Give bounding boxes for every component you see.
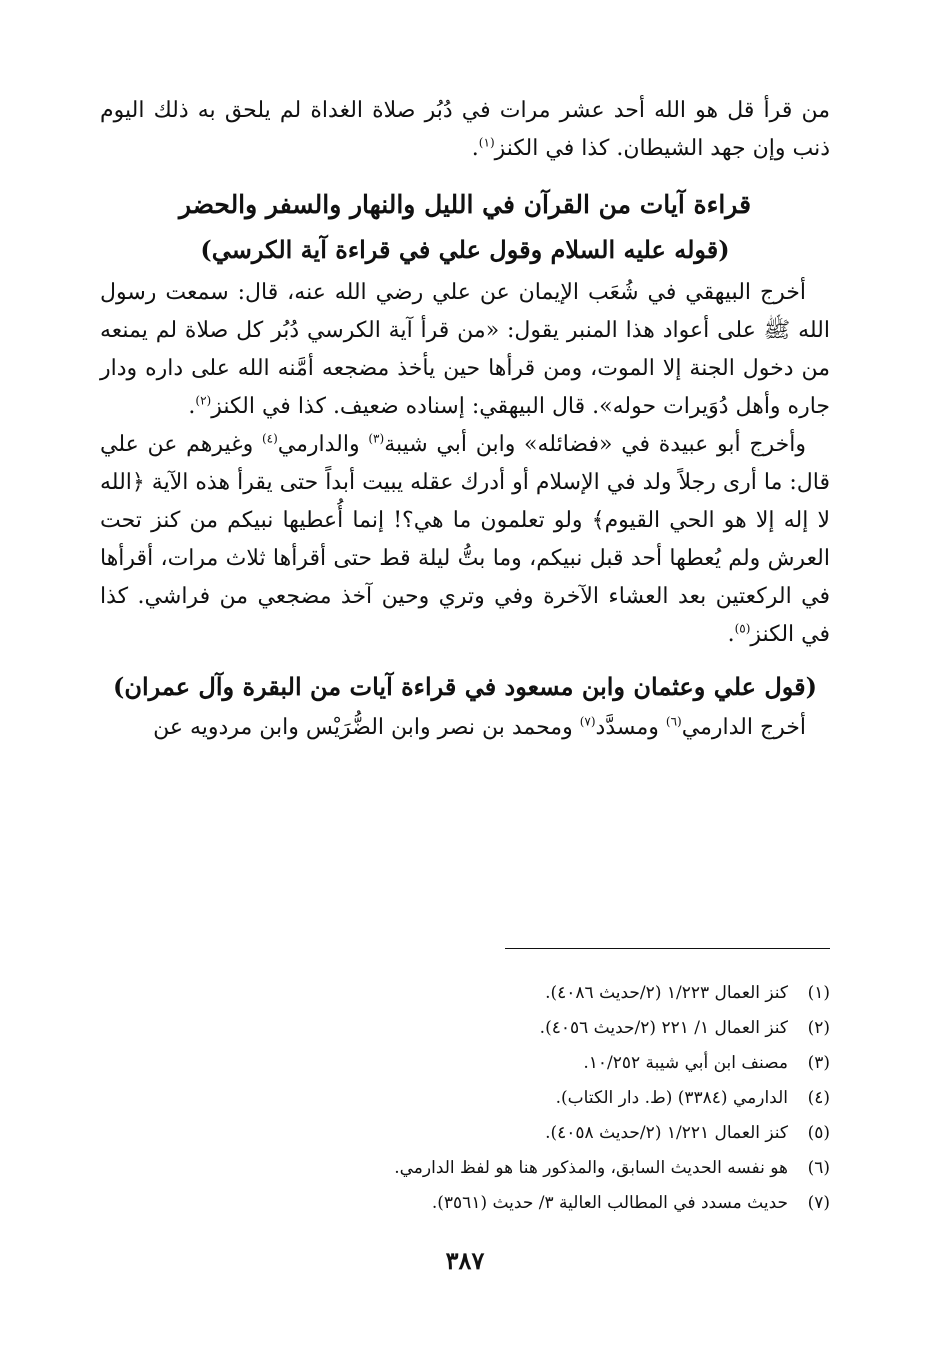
page-body [100,92,830,747]
paragraph-bayhaqi [100,274,830,426]
footnotes-list [100,976,830,1221]
footnote-number: (٢) [807,1018,830,1038]
page-number: ٣٨٧ [445,1246,485,1275]
paragraph-darimi-text-b: ومسدَّد [595,715,666,740]
paragraph-abu-ubaida [100,426,830,654]
footnote-number: (٥) [807,1123,830,1143]
paragraph-bayhaqi-end: . [188,394,196,419]
footnote-item [100,1186,830,1221]
footnote-text: هو نفسه الحديث السابق، والمذكور هنا هو لفظ الدارمي. [394,1158,788,1178]
subsection-heading-baqara: (قول علي وعثمان وابن مسعود في قراءة آيات من البقرة وآل عمران) [112,672,817,701]
footnote-number: (١) [807,983,830,1003]
footnote-item [100,1081,830,1116]
paragraph-abu-ubaida-text-a: وأخرج أبو عبيدة في «فضائله» وابن أبي شيبة [384,432,806,457]
paragraph-intro [100,92,830,168]
footnote-item [100,1116,830,1151]
paragraph-darimi-text-c: ومحمد بن نصر وابن الضُّرَيْس وابن مردويه عن [153,715,580,740]
footnote-ref-7: (٧) [579,714,596,729]
paragraph-bayhaqi-text: أخرج البيهقي في شُعَب الإيمان عن علي رضي الله عنه، قال: سمعت رسول الله ﷺ على أعواد هذا المنبر يقول: «من قرأ آية الكرسي دُبُر كل صلاة لم يمنعه من دخول الجنة إلا الموت، ومن قرأها حين يأخذ مضجعه أمَّنه الله على داره ودار جاره وأهل دُوَيرات حوله». قال البيهقي: إسناده ضعيف. كذا في الكنز [100,280,830,419]
footnote-text: مصنف ابن أبي شيبة ١٠/٢٥٢. [583,1053,788,1073]
paragraph-darimi-text-a: أخرج الدارمي [681,715,806,740]
footnote-text: الدارمي (٣٣٨٤) (ط. دار الكتاب). [555,1088,788,1108]
paragraph-abu-ubaida-text-c: وغيرهم عن علي قال: ما أرى رجلاً ولد في الإسلام أو أدرك عقله يبيت أبداً حتى يقرأ هذه الآية ﴿الله لا إله إلا هو الحي القيوم﴾ ولو تعلمون ما هي؟! إنما أُعطيها نبيكم من كنز تحت العرش ولم يُعطها أحد قبل نبيكم، وما بتُّ ليلة قط حتى أقرأها ثلاث مرات، أقرأها في الركعتين بعد العشاء الآخرة وفي وتري وحين آخذ مضجعي من فراشي. كذا في الكنز [100,432,830,647]
paragraph-abu-ubaida-end: . [727,622,735,647]
footnote-number: (٦) [807,1158,830,1178]
footnote-number: (٣) [807,1053,830,1073]
footnote-text: حديث مسدد في المطالب العالية ٣/ حديث (٣٥٦١). [431,1193,788,1213]
footnote-item [100,1151,830,1186]
subsection-heading-ayat-kursi: (قوله عليه السلام وقول علي في قراءة آية الكرسي) [200,235,730,264]
footnote-ref-1: (١) [478,135,495,150]
footnote-text: كنز العمال ١/٢٢٣ (٢/حديث ٤٠٨٦). [545,983,788,1003]
footnote-ref-5: (٥) [734,621,751,636]
footnote-separator [505,948,830,949]
footnote-text: كنز العمال ١/٢٢١ (٢/حديث ٤٠٥٨). [545,1123,788,1143]
footnote-number: (٤) [807,1088,830,1108]
footnote-ref-6: (٦) [665,714,682,729]
footnote-item [100,1011,830,1046]
footnote-ref-2: (٢) [195,393,212,408]
section-heading: قراءة آيات من القرآن في الليل والنهار والسفر والحضر [178,190,752,219]
footnote-item [100,976,830,1011]
footnote-ref-4: (٤) [261,431,278,446]
footnote-item [100,1046,830,1081]
paragraph-intro-end: . [471,136,479,161]
paragraph-darimi [100,709,830,747]
footnote-text: كنز العمال ١/ ٢٢١ (٢/حديث ٤٠٥٦). [539,1018,788,1038]
paragraph-abu-ubaida-text-b: والدارمي [277,432,369,457]
paragraph-intro-text: من قرأ قل هو الله أحد عشر مرات في دُبُر صلاة الغداة لم يلحق به ذلك اليوم ذنب وإن جهد الشيطان. كذا في الكنز [100,98,830,161]
footnote-ref-3: (٣) [368,431,385,446]
footnote-number: (٧) [807,1193,830,1213]
